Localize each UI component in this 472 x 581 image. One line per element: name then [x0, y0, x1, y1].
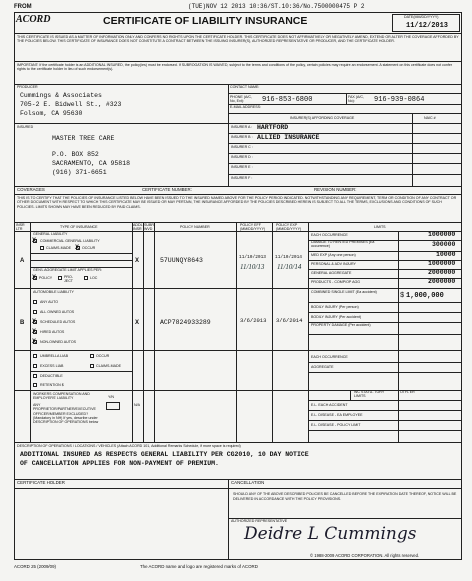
auto-insurer-letter: B	[20, 320, 25, 326]
gl-limit-1-label: DAMAGE TO RENTED PREMISES (Ea occurrence)	[311, 240, 375, 248]
certificate-holder-label: CERTIFICATE HOLDER	[17, 480, 65, 485]
gl-title: GENERAL LIABILITY	[33, 232, 68, 236]
umb-occur-label: OCCUR	[96, 354, 110, 358]
umbrella-checkbox[interactable]	[33, 354, 37, 358]
auto-limit-3-label: PROPERTY DAMAGE (Per accident)	[311, 323, 371, 327]
agg-project-checkbox[interactable]	[58, 276, 62, 280]
insured-label: INSURED	[17, 125, 34, 129]
copyright-text: © 1988-2009 ACORD CORPORATION. All rights reserved.	[310, 553, 420, 558]
non-owned-label: NON-OWNED AUTOS	[40, 340, 77, 344]
fax-header-line: (TUE)NOV 12 2013 10:36/ST.10:36/No.7500000475 P 2	[188, 3, 365, 10]
umb-claims-label: CLAIMS-MADE	[96, 364, 121, 368]
cgl-label: COMMERCIAL GENERAL LIABILITY	[40, 239, 100, 243]
producer-fax: 916-939-0864	[374, 96, 425, 104]
cancellation-label: CANCELLATION	[231, 480, 265, 485]
auto-eff-date: 3/6/2013	[240, 317, 267, 324]
gl-eff-typed: 11/10/2013	[239, 255, 267, 260]
gl-exp-handwritten: 11/10/14	[277, 263, 302, 271]
deductible-label: DEDUCTIBLE	[40, 374, 63, 378]
col-exp: POLICY EXP (MM/DD/YYYY)	[276, 223, 302, 231]
wc-sub: ANY PROPRIETOR/PARTNER/EXECUTIVE OFFICER/MEMBER EXCLUDED? (Mandatory in NH) If yes, describe under DESCRIPTION OF OPERATIONS below	[33, 403, 99, 425]
auto-exp-date: 3/6/2014	[276, 317, 303, 324]
any-auto-checkbox[interactable]	[33, 300, 37, 304]
umbrella-label: UMBRELLA LIAB	[40, 354, 68, 358]
agg-policy-check-mark: X	[32, 275, 37, 281]
coverages-text: THIS IS TO CERTIFY THAT THE POLICIES OF INSURANCE LISTED BELOW HAVE BEEN ISSUED TO THE INSURED NAMED ABOVE FOR THE POLICY PERIOD INDICATED. NOTWITHSTANDING ANY REQUIREMENT, TERM OR CONDITION OF ANY CONTRACT OR OTHER DOCUMENT WITH RESPECT TO WHICH THIS CERTIFICATE MAY BE ISSUED OR MAY PERTAIN, THE INSURANCE AFFORDED BY THE POLICIES DESCRIBED HEREIN IS SUBJECT TO ALL THE TERMS, EXCLUSIONS AND CONDITIONS OF SUCH POLICIES. LIMITS SHOWN MAY HAVE BEEN REDUCED BY PAID CLAIMS.	[17, 196, 457, 209]
excess-checkbox[interactable]	[33, 364, 37, 368]
claims-made-checkbox[interactable]	[40, 246, 44, 250]
fax-label: FAX (A/C, No):	[348, 95, 364, 103]
insured-name: MASTER TREE CARE	[52, 135, 115, 142]
insurer-b-label: INSURER B :	[231, 135, 253, 139]
col-subr: SUBR WVD	[144, 223, 154, 231]
insurer-c-label: INSURER C :	[231, 145, 253, 149]
col-eff: POLICY EFF (MM/DD/YYYY)	[240, 223, 266, 231]
wc-statu-label: WC STATU- TORY LIMITS	[354, 390, 385, 398]
form-id: ACORD 25 (2009/09)	[14, 564, 56, 569]
gl-limit-2-label: MED EXP (Any one person)	[311, 253, 356, 257]
gl-limit-2-value: 10000	[436, 251, 456, 258]
umb-occur-checkbox[interactable]	[90, 354, 94, 358]
cert-date: 11/12/2013	[406, 22, 449, 30]
insurer-f-label: INSURER F :	[231, 176, 253, 180]
insured-city: SACRAMENTO, CA 95818	[52, 160, 131, 167]
auto-limit-1-label: BODILY INJURY (Per person)	[311, 305, 359, 309]
claims-made-label: CLAIMS-MADE	[46, 246, 71, 250]
gl-limit-4-value: 2000000	[428, 269, 456, 276]
el-each-label: E.L. EACH ACCIDENT	[311, 403, 348, 407]
gl-limit-3-value: 1000000	[428, 260, 456, 267]
wc-na-label: N/A	[134, 403, 140, 407]
gl-limit-0-value: 1000000	[428, 231, 456, 238]
gl-exp-typed: 11/10/2014	[275, 255, 303, 260]
cancellation-text: SHOULD ANY OF THE ABOVE DESCRIBED POLICIES BE CANCELLED BEFORE THE EXPIRATION DATE THEREOF, NOTICE WILL BE DELIVERED IN ACCORDANCE WITH THE POLICY PROVISIONS.	[233, 492, 457, 501]
description-label: DESCRIPTION OF OPERATIONS / LOCATIONS / VEHICLES (Attach ACORD 101, Additional Remarks Schedule, if more space is required)	[17, 444, 241, 448]
gen-agg-label: GEN'L AGGREGATE LIMIT APPLIES PER:	[33, 268, 102, 272]
occur-check-mark: X	[75, 245, 80, 251]
excess-label: EXCESS LIAB	[40, 364, 64, 368]
auto-limit-0-value: 1,000,000	[406, 292, 444, 300]
phone-label: PHONE (A/C, No, Ext):	[230, 95, 252, 103]
agg-project-label: PRO- JECT	[64, 275, 73, 283]
gl-insurer-letter: A	[20, 258, 25, 264]
auto-policy-number: ACP7824933289	[160, 319, 211, 326]
gl-limit-5-value: 2000000	[428, 278, 456, 285]
umb-claims-checkbox[interactable]	[90, 364, 94, 368]
auto-limit-2-label: BODILY INJURY (Per accident)	[311, 315, 362, 319]
certificate-number-label: CERTIFICATE NUMBER:	[142, 187, 192, 192]
umb-aggregate-label: AGGREGATE	[311, 365, 334, 369]
fax-from: FROM	[14, 4, 32, 10]
col-policy: POLICY NUMBER	[180, 225, 210, 229]
col-limits: LIMITS	[374, 225, 386, 229]
col-addl: ADDL INSR	[133, 223, 143, 231]
gl-addl-mark: X	[135, 258, 140, 264]
retention-checkbox[interactable]	[33, 383, 37, 387]
agg-policy-label: POLICY	[39, 276, 53, 280]
non-owned-check-mark: X	[32, 339, 37, 345]
auto-title: AUTOMOBILE LIABILITY	[33, 290, 74, 294]
insurer-a-label: INSURER A :	[231, 125, 253, 129]
gl-policy-number: 57UUNQY8643	[160, 257, 203, 264]
trademark-text: The ACORD name and logo are registered marks of ACORD	[140, 564, 258, 569]
revision-number-label: REVISION NUMBER:	[314, 187, 357, 192]
producer-label: PRODUCER	[17, 85, 38, 89]
gl-limit-4-label: GENERAL AGGREGATE	[311, 271, 352, 275]
cgl-check-mark: X	[32, 238, 37, 244]
form-title: CERTIFICATE OF LIABILITY INSURANCE	[103, 15, 308, 27]
auto-limit-0-label: COMBINED SINGLE LIMIT (Ea accident)	[311, 290, 377, 294]
gl-limit-3-label: PERSONAL & ADV INJURY	[311, 262, 356, 266]
insurer-header: INSURER(S) AFFORDING COVERAGE	[290, 116, 355, 120]
wc-yn-label: Y/N	[108, 395, 114, 399]
col-ltr: INSR LTR	[16, 223, 25, 231]
authorized-signature: Deidre L Cummings	[244, 524, 417, 544]
gl-limit-1-value: 300000	[432, 241, 456, 248]
acord-logo: ACORD	[16, 14, 51, 25]
auto-limit-dollar: $	[400, 292, 405, 300]
gl-limit-0-label: EACH OCCURRENCE	[311, 233, 348, 237]
email-label: E-MAIL ADDRESS:	[230, 105, 262, 109]
deductible-checkbox[interactable]	[33, 374, 37, 378]
retention-label: RETENTION $	[40, 383, 64, 387]
hired-label: HIRED AUTOS	[40, 330, 65, 334]
description-line-2: OF CANCELLATION APPLIES FOR NON-PAYMENT OF PREMIUM.	[20, 460, 219, 467]
coverages-label: COVERAGES	[17, 187, 45, 192]
wc-yn-box[interactable]	[106, 402, 120, 410]
producer-street: 705-2 E. Bidwell St., #323	[20, 101, 122, 108]
scheduled-label: SCHEDULED AUTOS	[40, 320, 76, 324]
agg-loc-checkbox[interactable]	[84, 276, 88, 280]
insured-phone: (916) 371-6651	[52, 169, 107, 176]
insured-pobox: P.O. BOX 852	[52, 151, 99, 158]
any-auto-label: ANY AUTO	[40, 300, 59, 304]
wc-oth-label: OTH- ER	[400, 390, 415, 394]
gl-limit-5-label: PRODUCTS - COMP/OP AGG	[311, 280, 361, 284]
date-label: DATE(MM/DD/YYYY)	[404, 15, 439, 19]
insurer-a-name: HARTFORD	[257, 124, 289, 131]
col-type: TYPE OF INSURANCE	[60, 225, 98, 229]
producer-city: Folsom, CA 95630	[20, 110, 83, 117]
umb-each-occ-label: EACH OCCURRENCE	[311, 355, 348, 359]
contact-label: CONTACT NAME:	[230, 85, 260, 89]
producer-phone: 916-853-6800	[262, 96, 313, 104]
naic-label: NAIC #	[424, 116, 436, 120]
hired-check-mark: X	[32, 329, 37, 335]
insurer-e-label: INSURER E :	[231, 165, 253, 169]
gl-eff-handwritten: 11/10/13	[240, 263, 265, 271]
important-text: IMPORTANT: If the certificate holder is an ADDITIONAL INSURED, the policy(ies) must be endorsed. If SUBROGATION IS WAIVED, subject to the terms and conditions of the policy, certain policies may require an endorsement. A statement on this certificate does not confer rights to the certificate holder in lieu of such endorsement(s).	[17, 63, 453, 72]
authorized-rep-label: AUTHORIZED REPRESENTATIVE	[231, 519, 288, 523]
el-emp-label: E.L. DISEASE - EA EMPLOYEE	[311, 413, 363, 417]
producer-name: Cummings & Associates	[20, 92, 102, 99]
occur-label: OCCUR	[82, 246, 96, 250]
insurer-d-label: INSURER D :	[231, 155, 253, 159]
insurer-b-name: ALLIED INSURANCE	[257, 134, 320, 141]
agg-loc-label: LOC	[90, 276, 98, 280]
disclaimer-text: THIS CERTIFICATE IS ISSUED AS A MATTER OF INFORMATION ONLY AND CONFERS NO RIGHTS UPON THE CERTIFICATE HOLDER. THIS CERTIFICATE DOES NOT AFFIRMATIVELY OR NEGATIVELY AMEND, EXTEND OR ALTER THE COVERAGE AFFORDED BY THE POLICIES BELOW. THIS CERTIFICATE OF INSURANCE DOES NOT CONSTITUTE A CONTRACT BETWEEN THE ISSUING INSURER(S), AUTHORIZED REPRESENTATIVE OR PRODUCER, AND THE CERTIFICATE HOLDER.	[17, 35, 459, 44]
el-pol-label: E.L. DISEASE - POLICY LIMIT	[311, 423, 361, 427]
scheduled-check-mark: X	[32, 319, 37, 325]
description-line-1: ADDITIONAL INSURED AS RESPECTS GENERAL LIABILITY PER CG2010, 10 DAY NOTICE	[20, 451, 309, 458]
wc-title: WORKERS COMPENSATION AND EMPLOYERS' LIABILITY	[33, 392, 90, 401]
auto-addl-mark: X	[135, 320, 140, 326]
all-owned-label: ALL OWNED AUTOS	[40, 310, 75, 314]
all-owned-checkbox[interactable]	[33, 310, 37, 314]
